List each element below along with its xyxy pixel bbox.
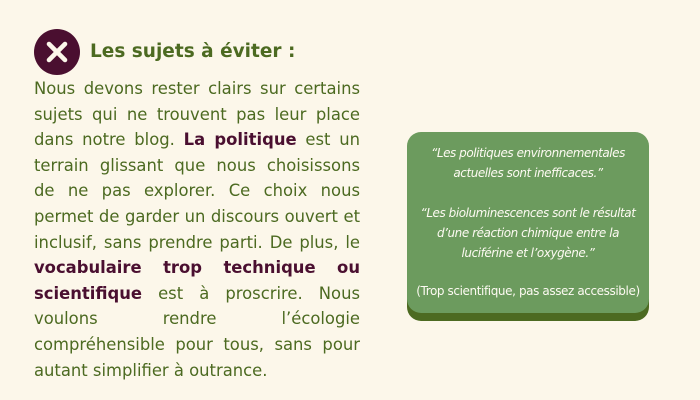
x-glyph: [34, 29, 80, 75]
body-paragraph: [34, 76, 360, 383]
paragraph-text: est un terrain glissant que nous choisissons de ne pas explorer. Ce choix nous permet de garder un discours ouvert et inclusif, sans prendre parti. De plus, le: [34, 130, 360, 252]
example-quote-politics: “Les politiques environnementales actuelles sont inefficaces.”: [431, 146, 625, 180]
bold-term-vocabulaire: vocabulaire trop technique ou scientifique: [34, 258, 360, 303]
example-quote-science: “Les bioluminescences sont le résultat d’une réaction chimique entre la luciférine et l’oxygène.”: [420, 206, 636, 260]
example-card: [407, 132, 649, 313]
close-x-icon: [34, 29, 80, 75]
paragraph-text: est à proscrire. Nous voulons rendre l’écologie compréhensible pour tous, sans pour autant simplifier à outrance.: [34, 283, 360, 380]
example-note: (Trop scientifique, pas assez accessible): [416, 284, 640, 298]
section-heading: Les sujets à éviter :: [90, 41, 296, 62]
paragraph-text: Nous devons rester clairs sur certains sujets qui ne trouvent pas leur place dans notre blog.: [34, 79, 360, 150]
bold-term-politique: La politique: [183, 130, 297, 150]
